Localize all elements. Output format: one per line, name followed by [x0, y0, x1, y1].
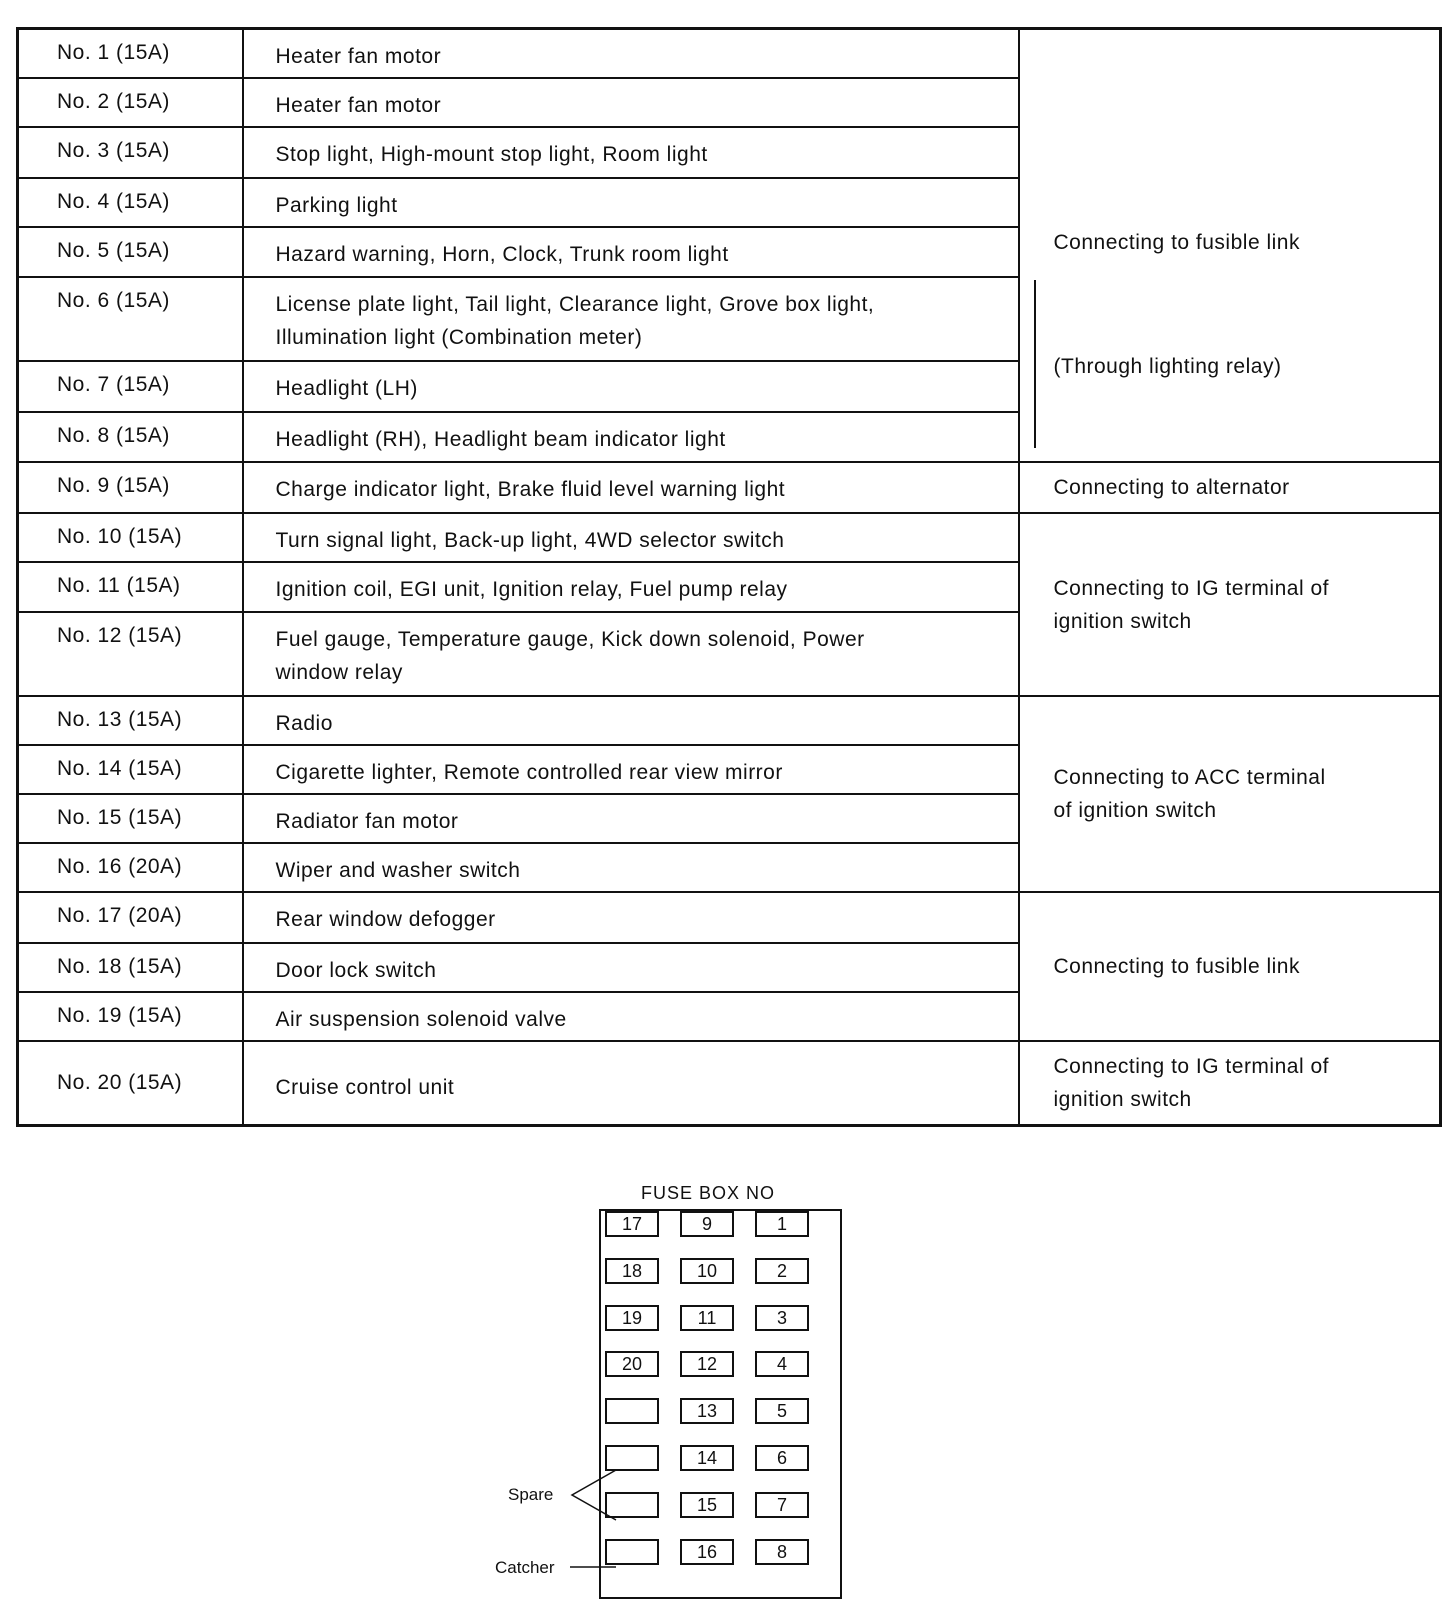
circuit-text: Parking light: [275, 193, 398, 217]
circuit-text: License plate light, Tail light, Clearance light, Grove box light,: [275, 293, 875, 317]
fuse-slot: 12: [680, 1351, 734, 1377]
circuit-text: Air suspension solenoid valve: [275, 1008, 567, 1031]
connection-text: Connecting to IG terminal of: [1053, 576, 1329, 600]
circuit-text: Headlight (RH), Headlight beam indicator light: [275, 427, 726, 451]
fuse-slot: 4: [755, 1351, 809, 1377]
connection-g6: [1019, 1041, 1441, 1125]
fuse-row: [18, 1041, 1441, 1125]
fuse-number: No. 4 (15A): [18, 178, 243, 227]
fuse-slot: 3: [755, 1305, 809, 1331]
connection-g2: Connecting to alternator: [1019, 462, 1441, 513]
fuse-number: No. 2 (15A): [18, 78, 243, 127]
fuse-circuit: [243, 127, 1019, 177]
connection-text: Connecting to ACC terminal: [1053, 766, 1326, 789]
label-leader-lines: [560, 1460, 620, 1580]
fuse-number: No. 17 (20A): [18, 892, 243, 943]
fuse-number: No. 5 (15A): [18, 227, 243, 277]
circuit-text: Ignition coil, EGI unit, Ignition relay, Fuel pump relay: [275, 578, 788, 601]
circuit-text: Hazard warning, Horn, Clock, Trunk room light: [275, 243, 729, 267]
fuse-slot: 11: [680, 1305, 734, 1331]
fuse-slot: 2: [755, 1258, 809, 1284]
fuse-number: No. 3 (15A): [18, 127, 243, 177]
fuse-row: [18, 513, 1441, 562]
fuse-slot: 7: [755, 1492, 809, 1518]
fuse-slot: 5: [755, 1398, 809, 1424]
fuse-slot: 8: [755, 1539, 809, 1565]
fuse-number: No. 20 (15A): [18, 1041, 243, 1125]
fuse-row: [18, 892, 1441, 943]
fuse-circuit: [243, 612, 1019, 696]
fuse-slot: 10: [680, 1258, 734, 1284]
empty-fuse-slot: [605, 1398, 659, 1424]
circuit-text: Headlight (LH): [275, 377, 418, 401]
fuse-number: No. 14 (15A): [18, 745, 243, 794]
fuse-number: No. 8 (15A): [18, 412, 243, 462]
fuse-circuit: [243, 992, 1019, 1041]
circuit-text: Heater fan motor: [275, 93, 442, 117]
connection-text: ignition switch: [1053, 609, 1192, 633]
connection-text: ignition switch: [1053, 1087, 1192, 1111]
connection-fusible-link-group: [1019, 29, 1441, 463]
fuse-row: [18, 696, 1441, 745]
circuit-text: Fuel gauge, Temperature gauge, Kick down solenoid, Power: [275, 628, 865, 651]
fuse-box-diagram: [599, 1209, 842, 1599]
fuse-number: No. 9 (15A): [18, 462, 243, 513]
fuse-slot: 6: [755, 1445, 809, 1471]
fuse-circuit: [243, 78, 1019, 127]
connection-text: Connecting to fusible link: [1053, 231, 1300, 254]
fuse-number: No. 7 (15A): [18, 361, 243, 411]
fuse-slot: 1: [755, 1211, 809, 1237]
fuse-slot: 20: [605, 1351, 659, 1377]
fuse-row: [18, 462, 1441, 513]
fuse-number: No. 15 (15A): [18, 794, 243, 843]
fuse-circuit: [243, 29, 1019, 78]
fuse-slot: 17: [605, 1211, 659, 1237]
fuse-slot: 19: [605, 1305, 659, 1331]
catcher-label: Catcher: [495, 1558, 555, 1577]
bracket-line: [1034, 280, 1036, 448]
fuse-circuit: [243, 361, 1019, 411]
fuse-slot: 18: [605, 1258, 659, 1284]
connection-g5: Connecting to fusible link: [1019, 892, 1441, 1041]
connection-subtext: (Through lighting relay): [1053, 355, 1282, 378]
fuse-circuit: [243, 1041, 1019, 1125]
circuit-text: Illumination light (Combination meter): [275, 326, 643, 350]
fuse-number: No. 18 (15A): [18, 943, 243, 992]
fuse-circuit: [243, 794, 1019, 843]
fuse-circuit: [243, 412, 1019, 462]
fuse-circuit: [243, 227, 1019, 277]
circuit-text: Wiper and washer switch: [275, 859, 521, 882]
fuse-number: No. 6 (15A): [18, 277, 243, 361]
fuse-table: [16, 27, 1442, 1127]
fuse-box-title: FUSE BOX NO: [641, 1183, 776, 1203]
connection-text: of ignition switch: [1053, 799, 1217, 822]
fuse-circuit: [243, 943, 1019, 992]
fuse-number: No. 19 (15A): [18, 992, 243, 1041]
connection-text: Connecting to IG terminal of: [1053, 1054, 1329, 1078]
spare-label: Spare: [508, 1485, 554, 1504]
circuit-text: window relay: [275, 661, 403, 684]
fuse-circuit: [243, 513, 1019, 562]
fuse-circuit: [243, 178, 1019, 227]
circuit-text: Heater fan motor: [275, 45, 442, 68]
fuse-circuit: [243, 745, 1019, 794]
fuse-circuit: [243, 462, 1019, 513]
circuit-text: Radio: [275, 712, 333, 735]
fuse-number: No. 11 (15A): [18, 562, 243, 612]
fuse-circuit: [243, 277, 1019, 361]
circuit-text: Door lock switch: [275, 959, 437, 982]
fuse-number: No. 10 (15A): [18, 513, 243, 562]
circuit-text: Rear window defogger: [275, 908, 496, 931]
fuse-number: No. 12 (15A): [18, 612, 243, 696]
fuse-circuit: [243, 843, 1019, 892]
fuse-number: No. 16 (20A): [18, 843, 243, 892]
fuse-slot: 14: [680, 1445, 734, 1471]
fuse-slot: 15: [680, 1492, 734, 1518]
connection-g4: [1019, 696, 1441, 892]
fuse-slot: 9: [680, 1211, 734, 1237]
circuit-text: Charge indicator light, Brake fluid level warning light: [275, 478, 786, 501]
fuse-circuit: [243, 562, 1019, 612]
fuse-row: [18, 29, 1441, 78]
fuse-slot: 16: [680, 1539, 734, 1565]
circuit-text: Cruise control unit: [275, 1076, 455, 1100]
circuit-text: Radiator fan motor: [275, 810, 459, 833]
circuit-text: Cigarette lighter, Remote controlled rear view mirror: [275, 761, 783, 784]
circuit-text: Turn signal light, Back-up light, 4WD selector switch: [275, 529, 785, 552]
circuit-text: Stop light, High-mount stop light, Room light: [275, 143, 708, 167]
fuse-number: No. 13 (15A): [18, 696, 243, 745]
connection-g3: [1019, 513, 1441, 696]
fuse-slot: 13: [680, 1398, 734, 1424]
fuse-circuit: [243, 696, 1019, 745]
fuse-circuit: [243, 892, 1019, 943]
fuse-number: No. 1 (15A): [18, 29, 243, 78]
